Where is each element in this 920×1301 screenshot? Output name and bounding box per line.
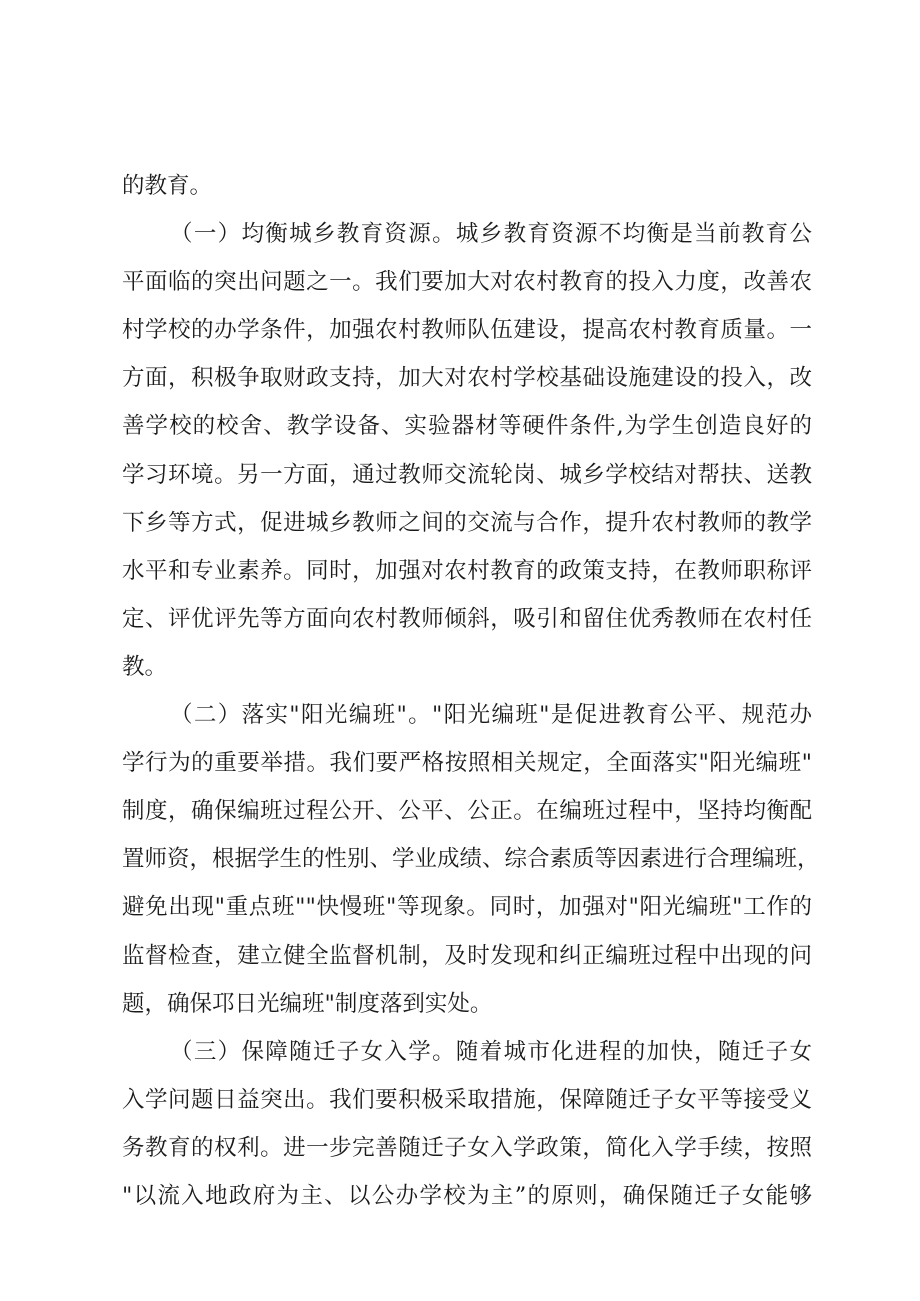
text-line: 平面临的突出问题之一。我们要加大对农村教育的投入力度，改善农 [122, 269, 812, 296]
text-line: 水平和专业素养。同时，加强对农村教育的政策支持，在教师职称评 [122, 557, 812, 584]
text-line: 方面，积极争取财政支持，加大对农村学校基础设施建设的投入，改 [122, 365, 812, 392]
text-line: 制度，确保编班过程公开、公平、公正。在编班过程中，坚持均衡配 [122, 798, 812, 825]
text-line: 入学问题日益突出。我们要积极采取措施，保障随迁子女平等接受义 [122, 1086, 812, 1113]
text-line: 定、评优评先等方面向农村教师倾斜，吸引和留住优秀教师在农村任 [122, 605, 812, 632]
text-line: 善学校的校舍、教学设备、实验器材等硬件条件,为学生创造良好的 [122, 413, 812, 440]
paragraph-intro-tail [122, 162, 812, 210]
text-line: 学习环境。另一方面，通过教师交流轮岗、城乡学校结对帮扶、送教 [122, 461, 812, 488]
text-line: （三）保障随迁子女入学。随着城市化进程的加快，随迁子女 [170, 1038, 812, 1065]
text-line: 学行为的重要举措。我们要严格按照相关规定，全面落实"阳光编班" [122, 750, 812, 777]
text-line: （二）落实"阳光编班"。"阳光编班"是促进教育公平、规范办 [170, 702, 812, 729]
text-line: 的教育。 [122, 173, 213, 199]
text-line: 题，确保邛日光编班"制度落到实处。 [122, 990, 493, 1017]
text-line: 避免出现"重点班""快慢班"等现象。同时，加强对"阳光编班"工作的 [122, 894, 812, 921]
text-line: 监督检查，建立健全监督机制，及时发现和纠正编班过程中出现的问 [122, 942, 812, 969]
text-line: 务教育的权利。进一步完善随迁子女入学政策，简化入学手续，按照 [122, 1134, 812, 1161]
document-body [122, 162, 820, 1220]
text-line: 教。 [122, 653, 168, 680]
paragraph-section-2 [122, 691, 820, 1028]
paragraph-section-1 [122, 210, 812, 691]
paragraph-section-3 [122, 1028, 812, 1220]
text-line: （一）均衡城乡教育资源。城乡教育资源不均衡是当前教育公 [170, 221, 812, 248]
text-line: 置师资，根据学生的性别、学业成绩、综合素质等因素进行合理编班， [122, 846, 820, 873]
text-line: "以流入地政府为主、以公办学校为主”的原则，确保随迁子女能够 [122, 1182, 812, 1209]
text-line: 村学校的办学条件，加强农村教师队伍建设，提高农村教育质量。一 [122, 317, 812, 344]
text-line: 下乡等方式，促进城乡教师之间的交流与合作，提升农村教师的教学 [122, 509, 812, 536]
